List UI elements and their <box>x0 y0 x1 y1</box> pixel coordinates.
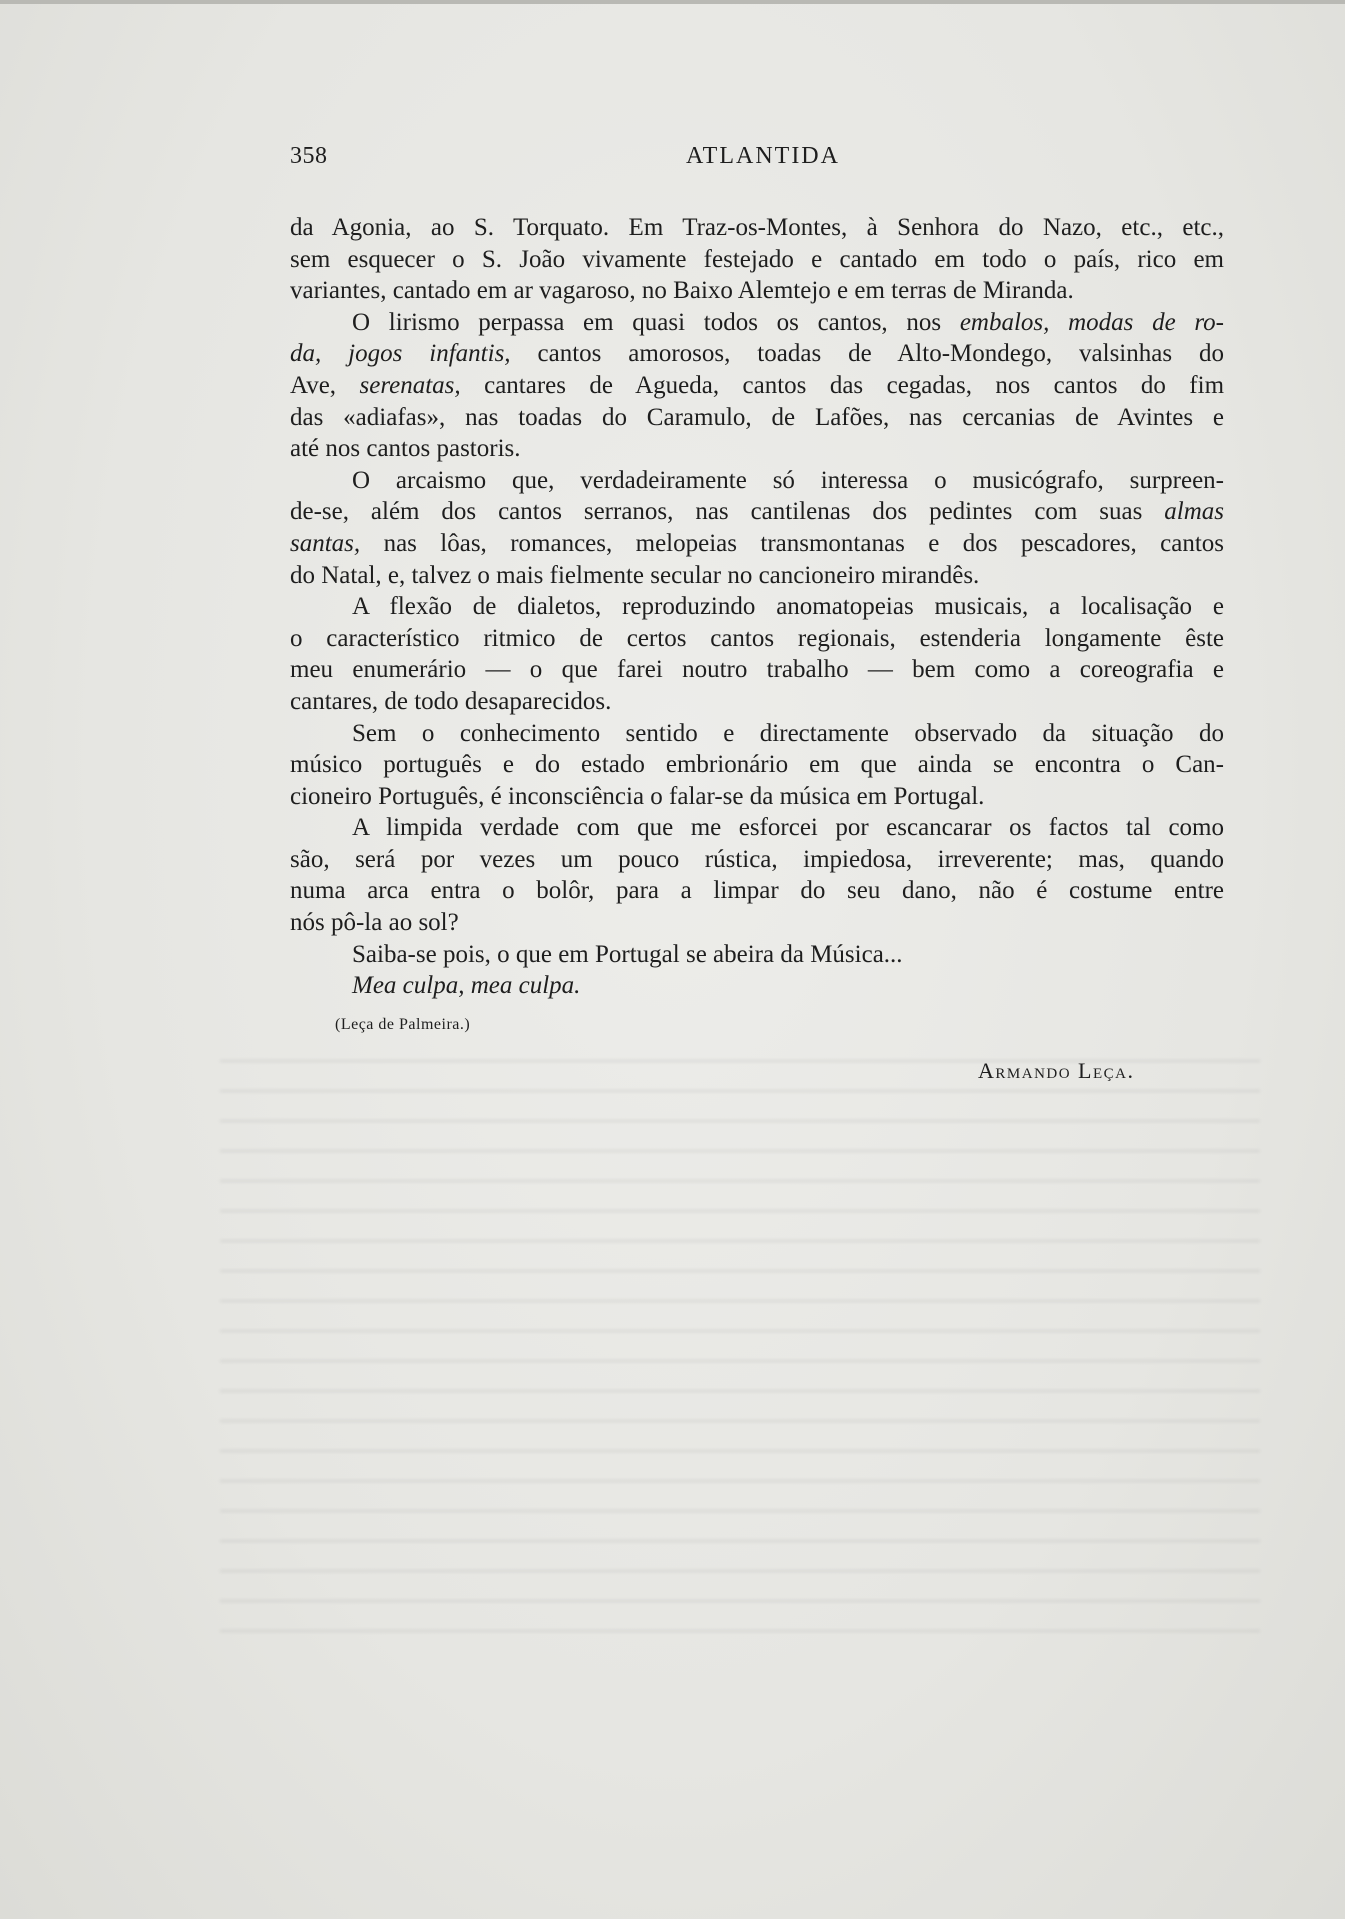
italic-term: serenatas, <box>359 371 461 399</box>
text-line: Saiba-se pois, o que em Portugal se abeira da Música... <box>352 940 903 968</box>
text-line: Sem o conhecimento sentido e directamente observado da situação do <box>352 719 1224 747</box>
text-line: nós pô-la ao sol? <box>290 909 459 937</box>
body-text <box>290 212 1224 1002</box>
text-line: são, será por vezes um pouco rústica, impiedosa, irreverente; mas, quando <box>290 845 1224 873</box>
text-line: O arcaismo que, verdadeiramente só interessa o musicógrafo, surpreen- <box>352 466 1224 494</box>
show-through-from-reverse <box>220 1040 1260 1660</box>
place-note: (Leça de Palmeira.) <box>335 1016 471 1033</box>
text-line: cantares, de todo desaparecidos. <box>290 687 612 715</box>
text-line: variantes, cantado em ar vagaroso, no Baixo Alemtejo e em terras de Miranda. <box>290 277 1074 305</box>
text-line: A limpida verdade com que me esforcei por escancarar os factos tal como <box>352 814 1224 842</box>
text-line <box>290 970 1224 1002</box>
text-line: sem esquecer o S. João vivamente festejado e cantado em todo o país, rico em <box>290 245 1224 273</box>
text-line: de-se, além dos cantos serranos, nas cantilenas dos pedintes com suas almas <box>290 498 1224 526</box>
italic-term: da, jogos infantis, <box>290 340 511 368</box>
text-line: cioneiro Português, é inconsciência o falar-se da música em Portugal. <box>290 782 985 810</box>
italic-closing: Mea culpa, mea culpa. <box>352 972 581 1000</box>
italic-term: almas <box>1164 498 1224 526</box>
text-line: o característico ritmico de certos cantos regionais, estenderia longamente êste <box>290 624 1224 652</box>
text-line: Ave, serenatas, cantares de Agueda, cantos das cegadas, nos cantos do fim <box>290 371 1225 399</box>
text-line: até nos cantos pastoris. <box>290 435 521 463</box>
text-line: da, jogos infantis, cantos amorosos, toadas de Alto-Mondego, valsinhas do <box>290 340 1225 368</box>
text-line: do Natal, e, talvez o mais fielmente secular no cancioneiro mirandês. <box>290 561 980 589</box>
page-number: 358 <box>290 143 328 169</box>
page-top-edge <box>0 0 1345 4</box>
text-line: das «adiafas», nas toadas do Caramulo, de Lafões, nas cercanias de Avintes e <box>290 403 1224 431</box>
page-header <box>290 143 1236 173</box>
text-line: O lirismo perpassa em quasi todos os cantos, nos embalos, modas de ro- <box>352 308 1225 336</box>
running-title: ATLANTIDA <box>686 143 840 169</box>
italic-term: santas, <box>290 529 361 557</box>
text-line: numa arca entra o bolôr, para a limpar do seu dano, não é costume entre <box>290 877 1224 905</box>
text-line: meu enumerário — o que farei noutro trabalho — bem como a coreografia e <box>290 656 1224 684</box>
author-signature: Armando Leça. <box>978 1058 1135 1083</box>
text-line: músico português e do estado embrionário em que ainda se encontra o Can- <box>290 751 1224 779</box>
text-line: A flexão de dialetos, reproduzindo anomatopeias musicais, a localisação e <box>352 593 1224 621</box>
text-line: santas, nas lôas, romances, melopeias transmontanas e dos pescadores, cantos <box>290 529 1225 557</box>
text-line: da Agonia, ao S. Torquato. Em Traz-os-Montes, à Senhora do Nazo, etc., etc., <box>290 214 1224 241</box>
italic-term: embalos, modas de ro- <box>959 308 1225 336</box>
